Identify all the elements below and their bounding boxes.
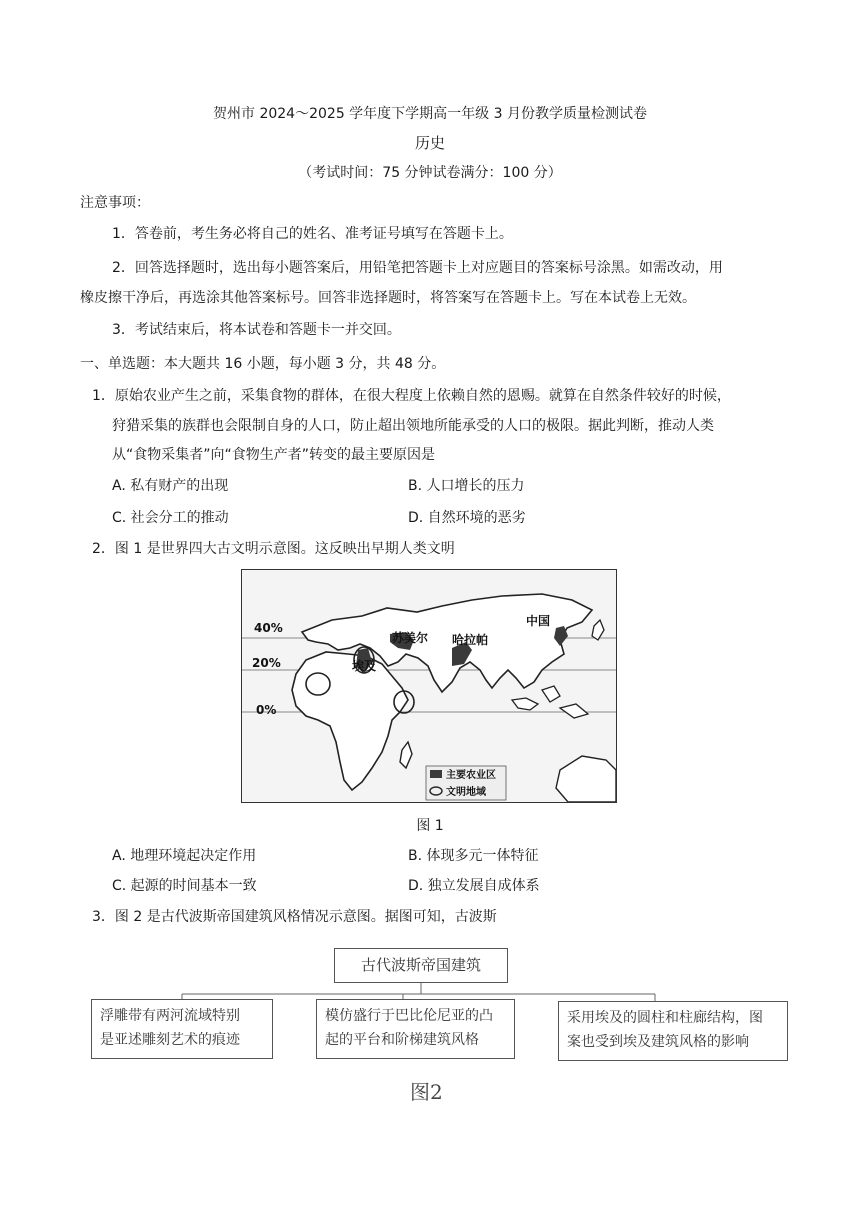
map-label-sumer: 苏美尔 — [392, 631, 429, 645]
subject-title: 历史 — [414, 134, 445, 152]
diagram-box-columns-line-2: 案也受到埃及建筑风格的影响 — [567, 1034, 749, 1050]
q2-option-c: C. 起源的时间基本一致 — [112, 878, 257, 894]
diagram-box-platform-line-2: 起的平台和阶梯建筑风格 — [325, 1032, 479, 1048]
legend-agri-label: 主要农业区 — [446, 770, 496, 781]
lat-label-0: 0% — [256, 703, 277, 717]
diagram-box-relief-line-2: 是亚述雕刻艺术的痕迹 — [100, 1032, 240, 1048]
q1-stem-line-2: 狩猎采集的族群也会限制自身的人口，防止超出领地所能承受的人口的极限。据此判断，推动人类 — [112, 418, 714, 434]
diagram-box-columns — [558, 1001, 788, 1061]
exam-title: 贺州市 2024～2025 学年度下学期高一年级 3 月份教学质量检测试卷 — [213, 106, 647, 122]
q1-option-b: B. 人口增长的压力 — [408, 478, 525, 494]
q1-option-c: C. 社会分工的推动 — [112, 510, 229, 526]
q2-stem: 2．图 1 是世界四大古文明示意图。这反映出早期人类文明 — [92, 541, 455, 557]
diagram-box-columns-line-1: 采用埃及的圆柱和柱廊结构，图 — [567, 1010, 763, 1026]
diagram-box-relief — [91, 999, 273, 1059]
q2-option-b: B. 体现多元一体特征 — [408, 848, 539, 864]
map-label-egypt: 埃及 — [352, 659, 377, 673]
note-item-2-line-2: 橡皮擦干净后，再选涂其他答案标号。回答非选择题时，将答案写在答题卡上。写在本试卷上无效。 — [80, 290, 696, 306]
section-heading: 一、单选题：本大题共 16 小题，每小题 3 分，共 48 分。 — [80, 356, 446, 372]
q1-stem-line-1: 1．原始农业产生之前，采集食物的群体，在很大程度上依赖自然的恩赐。就算在自然条件较好的时候， — [92, 388, 731, 404]
note-item-2-line-1: 2．回答选择题时，选出每小题答案后，用铅笔把答题卡上对应题目的答案标号涂黑。如需改动，用 — [112, 260, 723, 276]
figure-2-caption: 图2 — [410, 1080, 443, 1104]
figure-1-caption: 图 1 — [416, 818, 444, 834]
map-label-china: 中国 — [526, 614, 551, 628]
diagram-box-platform-line-1: 模仿盛行于巴比伦尼亚的凸 — [325, 1008, 493, 1024]
lat-label-20: 20% — [252, 656, 281, 670]
diagram-box-platform — [316, 999, 515, 1059]
notes-heading: 注意事项： — [80, 195, 150, 211]
map-label-harappa: 哈拉帕 — [452, 633, 489, 647]
legend-civ-label: 文明地域 — [446, 787, 486, 798]
q2-option-a: A. 地理环境起决定作用 — [112, 848, 257, 864]
note-item-1: 1．答卷前，考生务必将自己的姓名、准考证号填写在答题卡上。 — [112, 226, 513, 242]
diagram-root-box: 古代波斯帝国建筑 — [334, 948, 508, 983]
q2-option-d: D. 独立发展自成体系 — [408, 878, 540, 894]
lat-label-40: 40% — [254, 621, 283, 635]
q1-stem-line-3: 从“食物采集者”向“食物生产者”转变的最主要原因是 — [112, 447, 436, 463]
q1-option-d: D. 自然环境的恶劣 — [408, 510, 526, 526]
diagram-box-relief-line-1: 浮雕带有两河流域特别 — [100, 1008, 240, 1024]
note-item-3: 3．考试结束后，将本试卷和答题卡一并交回。 — [112, 322, 401, 338]
q1-option-a: A. 私有财产的出现 — [112, 478, 229, 494]
q3-stem: 3．图 2 是古代波斯帝国建筑风格情况示意图。据图可知，古波斯 — [92, 909, 497, 925]
exam-info: （考试时间：75 分钟试卷满分：100 分） — [298, 165, 562, 181]
